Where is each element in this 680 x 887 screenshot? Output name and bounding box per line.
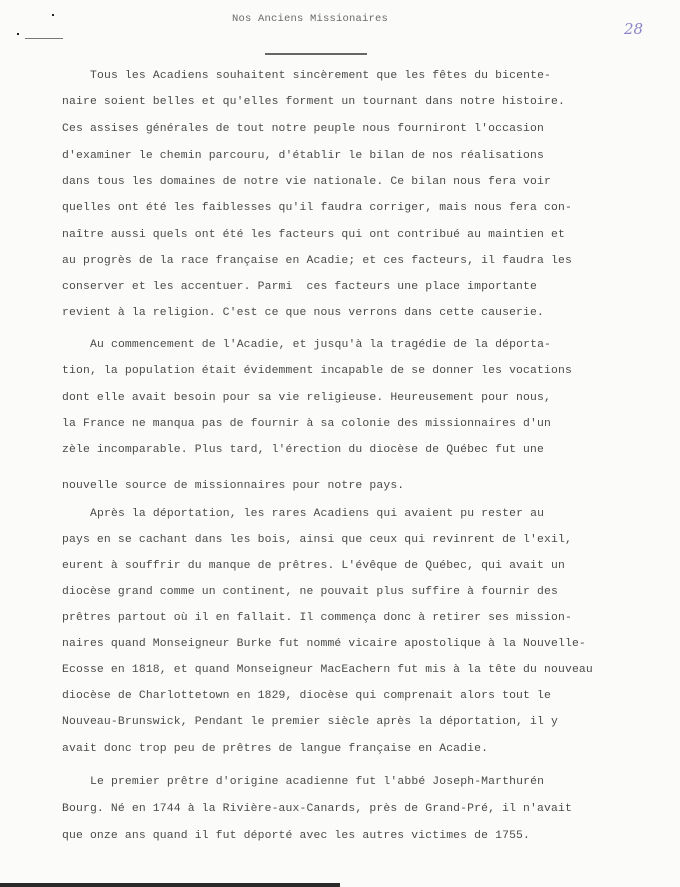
- text-line: Bourg. Né en 1744 à la Rivière-aux-Canards, près de Grand-Pré, il n'avait: [62, 803, 572, 815]
- text-line: Après la déportation, les rares Acadiens qui avaient pu rester au: [90, 508, 545, 520]
- title-underline: [265, 53, 367, 55]
- text-line: tion, la population était évidemment incapable de se donner les vocations: [62, 365, 572, 377]
- text-line: au progrès de la race française en Acadie; et ces facteurs, il faudra les: [62, 255, 572, 267]
- text-line: nouvelle source de missionnaires pour notre pays.: [62, 480, 405, 492]
- punch-mark: [17, 33, 19, 35]
- text-line: eurent à souffrir du manque de prêtres. L'évêque de Québec, qui avait un: [62, 560, 565, 572]
- scan-edge: [0, 883, 340, 887]
- document-title: Nos Anciens Missionaires: [232, 13, 389, 25]
- text-line: la France ne manqua pas de fournir à sa colonie des missionnaires d'un: [62, 418, 551, 430]
- text-line: Ces assises générales de tout notre peuple nous fourniront l'occasion: [62, 123, 544, 135]
- text-line: diocèse grand comme un continent, ne pouvait plus suffire à fournir des: [62, 586, 558, 598]
- text-line: Ecosse en 1818, et quand Monseigneur MacEachern fut mis à la tête du nouveau: [62, 664, 593, 676]
- text-line: diocèse de Charlottetown en 1829, diocèse qui comprenait alors tout le: [62, 690, 551, 702]
- text-line: naître aussi quels ont été les facteurs qui ont contribué au maintien et: [62, 229, 565, 241]
- punch-mark: [52, 14, 54, 16]
- text-line: naires quand Monseigneur Burke fut nommé vicaire apostolique à la Nouvelle-: [62, 638, 586, 650]
- text-line: Nouveau-Brunswick, Pendant le premier siècle après la déportation, il y: [62, 716, 558, 728]
- text-line: avait donc trop peu de prêtres de langue française en Acadie.: [62, 743, 489, 755]
- text-line: dont elle avait besoin pour sa vie religieuse. Heureusement pour nous,: [62, 392, 551, 404]
- text-line: d'examiner le chemin parcouru, d'établir le bilan de nos réalisations: [62, 150, 544, 162]
- text-line: dans tous les domaines de notre vie nationale. Ce bilan nous fera voir: [62, 176, 551, 188]
- text-line: revient à la religion. C'est ce que nous verrons dans cette causerie.: [62, 307, 544, 319]
- punch-mark: [25, 38, 63, 39]
- text-line: naire soient belles et qu'elles forment un tournant dans notre histoire.: [62, 96, 565, 108]
- text-line: Au commencement de l'Acadie, et jusqu'à la tragédie de la déporta-: [90, 339, 552, 351]
- text-line: Le premier prêtre d'origine acadienne fut l'abbé Joseph-Marthurén: [90, 776, 545, 788]
- text-line: zèle incomparable. Plus tard, l'érection du diocèse de Québec fut une: [62, 444, 544, 456]
- page-number: 28: [624, 20, 644, 38]
- text-line: que onze ans quand il fut déporté avec les autres victimes de 1755.: [62, 830, 531, 842]
- text-line: prêtres partout où il en fallait. Il commença donc à retirer ses mission-: [62, 612, 572, 624]
- text-line: Tous les Acadiens souhaitent sincèrement que les fêtes du bicente-: [90, 70, 552, 82]
- text-line: conserver et les accentuer. Parmi ces facteurs une place importante: [62, 281, 538, 293]
- text-line: quelles ont été les faiblesses qu'il faudra corriger, mais nous fera con-: [62, 202, 572, 214]
- text-line: pays en se cachant dans les bois, ainsi que ceux qui revinrent de l'exil,: [62, 534, 572, 546]
